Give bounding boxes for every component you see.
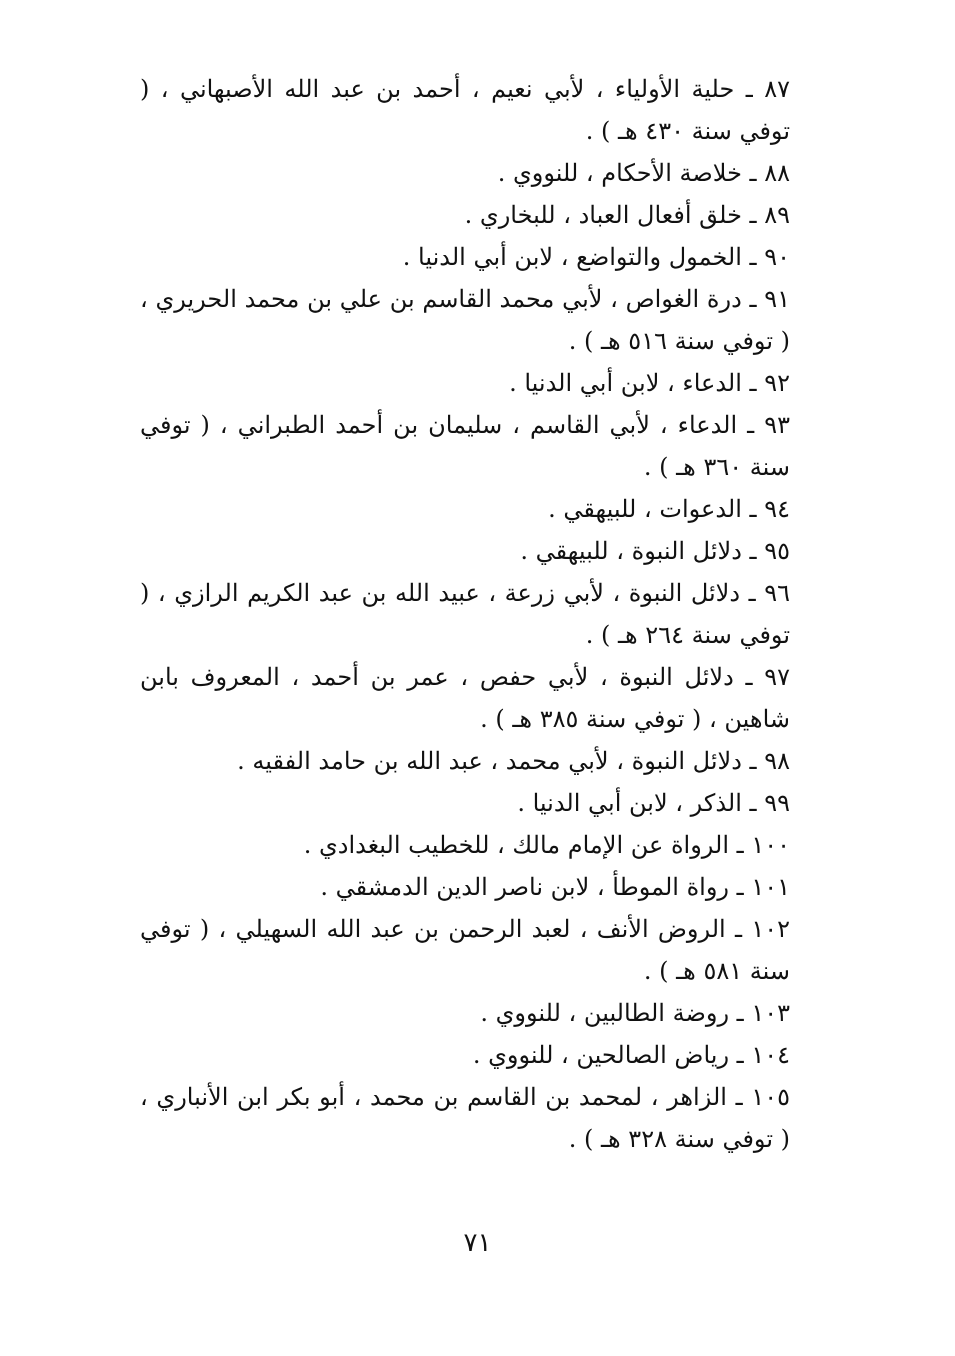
entry-text: خلاصة الأحكام ، للنووي .: [497, 159, 742, 187]
entry-text: دلائل النبوة ، لأبي محمد ، عبد الله بن حامد الفقيه .: [237, 747, 742, 775]
list-item: [140, 1034, 850, 1076]
entry-separator: ـ: [740, 579, 765, 607]
entry-separator: ـ: [741, 159, 765, 187]
entry-number: ١٠٢: [751, 915, 791, 943]
entry-text: الدعوات ، للبيهقي .: [548, 495, 742, 523]
entry-text: درة الغواص ، لأبي محمد القاسم بن علي بن محمد الحريري ، ( توفي سنة ٥١٦ هـ ) .: [140, 285, 790, 355]
entry-separator: ـ: [741, 201, 765, 229]
entry-number: ٩٤: [764, 495, 790, 523]
entry-number: ١٠١: [751, 873, 790, 901]
entry-text: الذكر ، لابن أبي الدنيا .: [517, 789, 742, 817]
entry-text: خلق أفعال العباد ، للبخاري .: [464, 201, 742, 229]
entry-separator: ـ: [729, 873, 752, 901]
entry-number: ٩٠: [764, 243, 790, 271]
entry-separator: ـ: [741, 495, 765, 523]
entry-number: ٨٧: [764, 75, 790, 103]
list-item: [140, 68, 850, 152]
entry-number: ١٠٥: [751, 1083, 790, 1111]
list-item: [140, 530, 850, 572]
list-item: [140, 740, 850, 782]
entry-separator: ـ: [729, 831, 752, 859]
entry-separator: ـ: [741, 285, 765, 313]
list-item: [140, 572, 850, 656]
entry-number: ٩٥: [764, 537, 790, 565]
entry-separator: ـ: [729, 999, 752, 1027]
entry-separator: ـ: [741, 369, 765, 397]
entry-text: الدعاء ، لابن أبي الدنيا .: [509, 369, 742, 397]
entry-text: الدعاء ، لأبي القاسم ، سليمان بن أحمد الطبراني ، ( توفي سنة ٣٦٠ هـ ) .: [140, 411, 790, 481]
list-item: [140, 908, 850, 992]
entry-separator: ـ: [733, 663, 765, 691]
entry-text: دلائل النبوة ، للبيهقي .: [520, 537, 742, 565]
entry-text: دلائل النبوة ، لأبي زرعة ، عبيد الله بن عبد الكريم الرازي ، ( توفي سنة ٢٦٤ هـ ) .: [140, 579, 790, 649]
entry-separator: ـ: [729, 1041, 752, 1069]
list-item: [140, 236, 850, 278]
entry-text: الزاهر ، لمحمد بن القاسم بن محمد ، أبو بكر ابن الأنباري ، ( توفي سنة ٣٢٨ هـ ) .: [140, 1083, 790, 1153]
entry-separator: ـ: [741, 243, 765, 271]
entry-separator: ـ: [741, 789, 765, 817]
list-item: [140, 782, 850, 824]
entry-number: ٨٨: [764, 159, 790, 187]
entry-separator: ـ: [741, 537, 765, 565]
entry-number: ٩٢: [764, 369, 790, 397]
entry-text: الروض الأنف ، لعبد الرحمن بن عبد الله السهيلي ، ( توفي سنة ٥٨١ هـ ) .: [140, 915, 790, 985]
entry-separator: ـ: [726, 1083, 752, 1111]
entry-separator: ـ: [737, 411, 765, 439]
entry-number: ٨٩: [764, 201, 790, 229]
entry-separator: ـ: [725, 915, 752, 943]
entry-separator: ـ: [741, 747, 765, 775]
entry-number: ٩٦: [764, 579, 790, 607]
list-item: [140, 866, 850, 908]
entry-number: ١٠٠: [751, 831, 790, 859]
entry-separator: ـ: [734, 75, 765, 103]
list-item: [140, 278, 850, 362]
entry-number: ٩٧: [764, 663, 790, 691]
entry-text: الرواة عن الإمام مالك ، للخطيب البغدادي .: [303, 831, 730, 859]
list-item: [140, 824, 850, 866]
entry-text: رياض الصالحين ، للنووي .: [472, 1041, 730, 1069]
entry-number: ٩١: [764, 285, 790, 313]
entry-number: ١٠٤: [751, 1041, 790, 1069]
list-item: [140, 362, 850, 404]
list-item: [140, 488, 850, 530]
entry-text: الخمول والتواضع ، لابن أبي الدنيا .: [402, 243, 742, 271]
list-item: [140, 656, 850, 740]
list-item: [140, 1076, 850, 1160]
list-item: [140, 194, 850, 236]
entry-number: ٩٣: [764, 411, 790, 439]
list-item: [140, 992, 850, 1034]
list-item: [140, 404, 850, 488]
entry-number: ٩٨: [764, 747, 790, 775]
entry-number: ١٠٣: [751, 999, 790, 1027]
entry-number: ٩٩: [764, 789, 790, 817]
entry-text: دلائل النبوة ، لأبي حفص ، عمر بن أحمد ، المعروف بابن شاهين ، ( توفي سنة ٣٨٥ هـ ) .: [140, 663, 790, 733]
entry-text: رواة الموطأ ، لابن ناصر الدين الدمشقي .: [320, 873, 730, 901]
list-item: [140, 152, 850, 194]
page-number: ٧١: [463, 1228, 492, 1258]
entry-text: روضة الطالبين ، للنووي .: [480, 999, 730, 1027]
entry-text: حلية الأولياء ، لأبي نعيم ، أحمد بن عبد الله الأصبهاني ، ( توفي سنة ٤٣٠ هـ ) .: [140, 75, 790, 145]
reference-list: [140, 68, 850, 1160]
